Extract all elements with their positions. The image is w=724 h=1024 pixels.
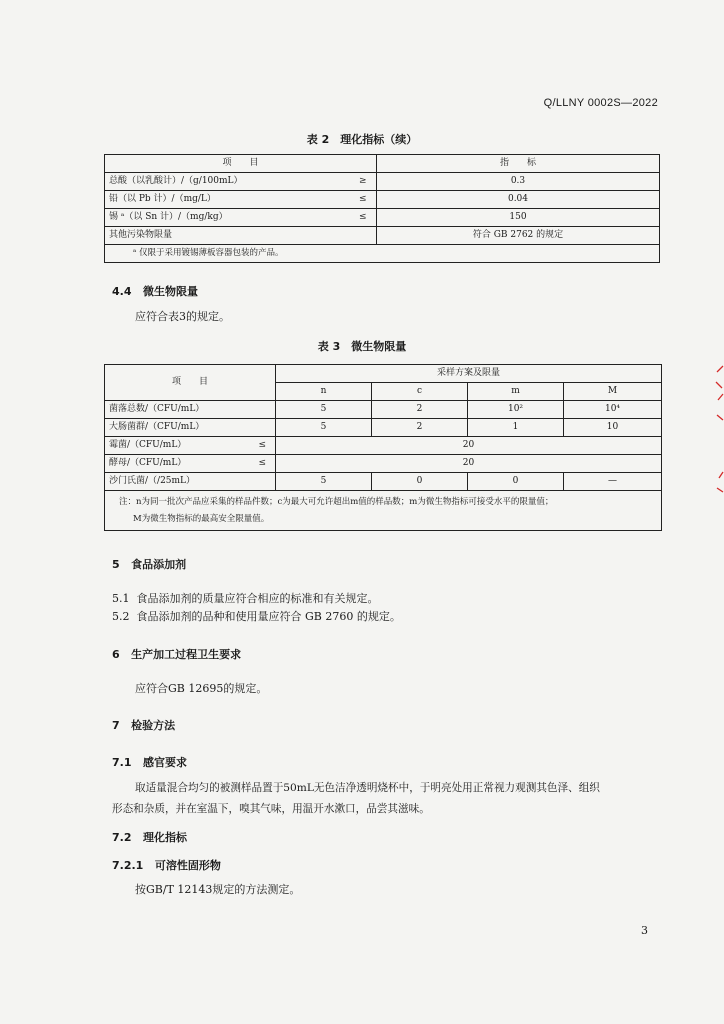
section-text: 食品添加剂的质量应符合相应的标准和有关规定。: [136, 592, 379, 605]
table-row: [105, 419, 662, 437]
section-7-1-line2: 形态和杂质，并在室温下，嗅其气味，用温开水漱口，品尝其滋味。: [112, 803, 430, 815]
table2-sign: ≤: [350, 191, 377, 209]
table-row: [105, 455, 662, 473]
section-number: 5.2: [112, 610, 130, 623]
section-7-2-1-heading: [112, 857, 221, 873]
table3-cell-M: 10: [564, 419, 662, 437]
table2-item: 锡 ᵃ（以 Sn 计）/（mg/kg）: [105, 209, 350, 227]
table3-head-item: 项 目: [105, 365, 276, 401]
table2-item: 其他污染物限量: [105, 227, 350, 245]
table-row: [105, 437, 662, 455]
section-title: 食品添加剂: [131, 558, 187, 571]
stamp-edge-mark: [714, 360, 724, 500]
table-row: [105, 173, 660, 191]
section-number: 7.2.1: [112, 859, 144, 872]
table3-cell-m: 1: [468, 419, 564, 437]
table3-head-m: m: [468, 383, 564, 401]
table2-head-index: 指 标: [377, 155, 660, 173]
table3-cell-M: —: [564, 473, 662, 491]
table3-head-c: c: [372, 383, 468, 401]
table2-value: 0.04: [377, 191, 660, 209]
table3-item: 酵母/（CFU/mL）: [105, 455, 250, 473]
section-number: 5.1: [112, 592, 130, 605]
table3-cell-c: 2: [372, 401, 468, 419]
section-title: 理化指标: [143, 831, 187, 844]
section-5-heading: [112, 556, 186, 572]
section-number: 7: [112, 719, 120, 732]
table2-caption: 表 2 理化指标（续）: [306, 133, 418, 146]
table3-cell-c: 0: [372, 473, 468, 491]
table3-head-n: n: [276, 383, 372, 401]
table3-cell-M: 10⁴: [564, 401, 662, 419]
table3-head-M: M: [564, 383, 662, 401]
table3-note-line1: 注：n为同一批次产品应采集的样品件数；c为最大可允许超出m值的样品数；m为微生物指标可接受水平的限量值；: [119, 497, 554, 507]
table3-item: 沙门氏菌/（/25mL）: [105, 473, 276, 491]
table3-cell-c: 2: [372, 419, 468, 437]
table2-value: 150: [377, 209, 660, 227]
table3-cell-m: 0: [468, 473, 564, 491]
section-7-1-heading: [112, 754, 187, 770]
table3-cell-limit: 20: [276, 455, 662, 473]
section-title: 微生物限量: [143, 285, 198, 298]
table2-sign: [350, 227, 377, 245]
table2-sign: ≤: [350, 209, 377, 227]
table2-head-item: 项 目: [105, 155, 377, 173]
table3-note-line2: M为微生物指标的最高安全限量值。: [133, 514, 270, 524]
table3-cell-n: 5: [276, 401, 372, 419]
section-number: 7.2: [112, 831, 132, 844]
table3: [104, 364, 662, 531]
table3-footnote: [105, 491, 662, 531]
section-6-heading: [112, 646, 241, 662]
section-7-1-line1: 取适量混合均匀的被测样品置于50mL无色洁净透明烧杯中，于明亮处用正常视力观测其色泽、组织: [135, 782, 600, 794]
table2-value: 符合 GB 2762 的规定: [377, 227, 660, 245]
table2-sign: ≥: [350, 173, 377, 191]
table3-cell-limit: 20: [276, 437, 662, 455]
section-title: 生产加工过程卫生要求: [131, 648, 242, 661]
table2-item: 铅（以 Pb 计）/（mg/L）: [105, 191, 350, 209]
section-number: 4.4: [112, 285, 132, 298]
table2: [104, 154, 660, 263]
table3-item: 大肠菌群/（CFU/mL）: [105, 419, 276, 437]
table3-sign: ≤: [250, 455, 276, 473]
table2-footnote: ᵃ 仅限于采用镀锡薄板容器包装的产品。: [105, 245, 660, 263]
table-row: [105, 401, 662, 419]
table3-caption: 表 3 微生物限量: [317, 340, 407, 353]
table3-sign: ≤: [250, 437, 276, 455]
section-7-heading: [112, 717, 175, 733]
section-title: 感官要求: [143, 756, 187, 769]
section-4-4-heading: [112, 283, 198, 299]
section-4-4-text: 应符合表3的规定。: [135, 310, 230, 323]
section-title: 检验方法: [131, 719, 176, 732]
table3-item: 霉菌/（CFU/mL）: [105, 437, 250, 455]
section-title: 可溶性固形物: [154, 859, 221, 872]
section-5-2: [112, 606, 401, 628]
table3-cell-n: 5: [276, 419, 372, 437]
section-number: 5: [112, 558, 120, 571]
table-row: [105, 227, 660, 245]
table3-item: 菌落总数/（CFU/mL）: [105, 401, 276, 419]
table2-item: 总酸（以乳酸计）/（g/100mL）: [105, 173, 350, 191]
section-6-text: 应符合GB 12695的规定。: [135, 682, 268, 695]
section-number: 7.1: [112, 756, 132, 769]
table3-cell-n: 5: [276, 473, 372, 491]
section-text: 食品添加剂的品种和使用量应符合 GB 2760 的规定。: [136, 610, 401, 623]
table3-cell-m: 10²: [468, 401, 564, 419]
section-number: 6: [112, 648, 120, 661]
table2-value: 0.3: [377, 173, 660, 191]
page-number: 3: [641, 924, 648, 937]
table-row: [105, 191, 660, 209]
standard-code: Q/LLNY 0002S—2022: [543, 97, 658, 109]
table3-head-plan: 采样方案及限量: [276, 365, 662, 383]
table-row: [105, 209, 660, 227]
section-7-2-1-text: 按GB/T 12143规定的方法测定。: [135, 883, 301, 896]
section-7-2-heading: [112, 829, 187, 845]
table-row: [105, 473, 662, 491]
